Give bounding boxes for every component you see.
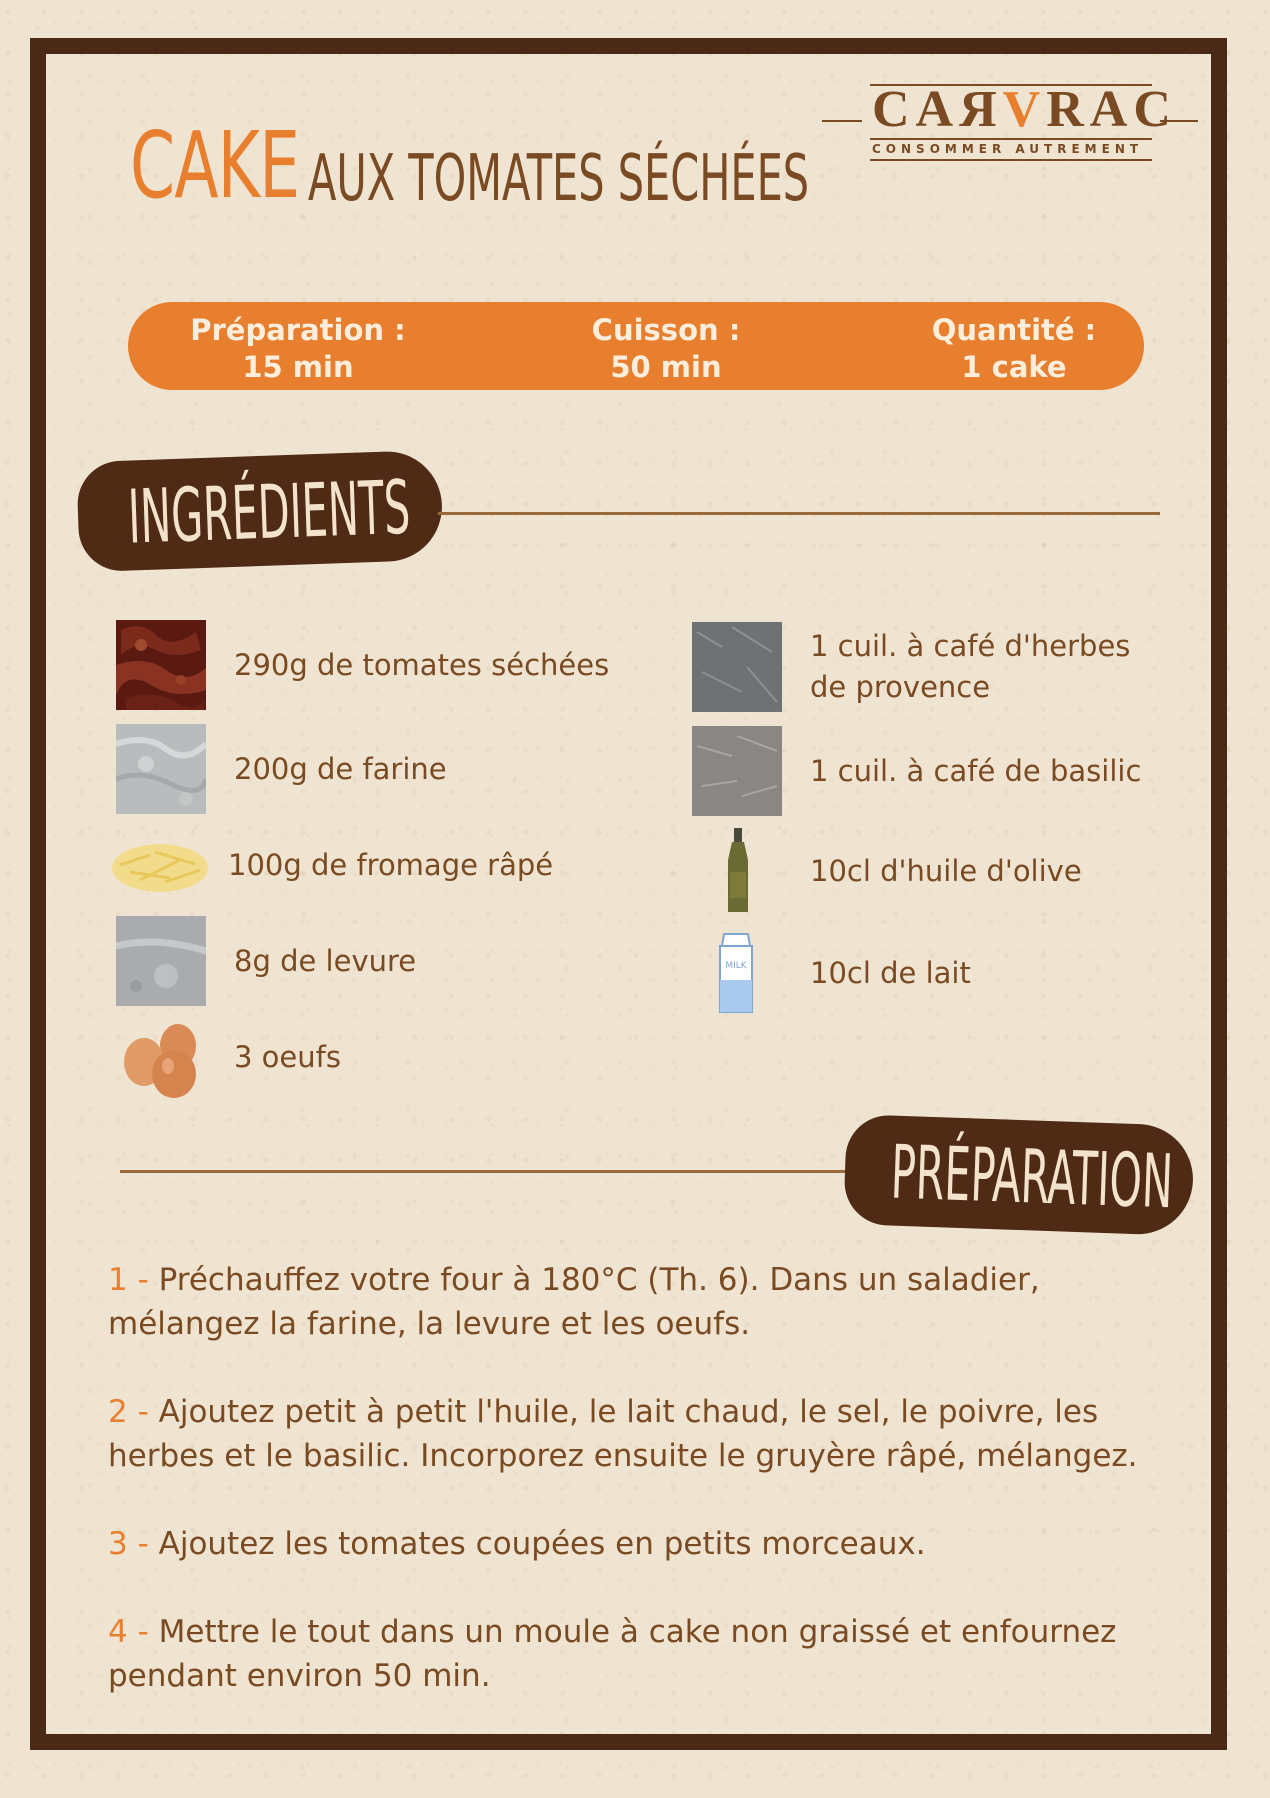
ingredients-heading: INGRÉDIENTS (126, 464, 412, 561)
info-value: 15 min (242, 350, 354, 384)
logo-left-dash (822, 120, 862, 122)
milk-carton-icon (692, 928, 782, 1018)
herbs-icon (692, 622, 782, 712)
step-text: Ajoutez les tomates coupées en petits morceaux. (158, 1526, 926, 1562)
ingredient-item (110, 820, 553, 910)
ingredient-item (116, 916, 416, 1006)
info-quantity (884, 312, 1144, 386)
info-value: 1 cake (961, 350, 1067, 384)
logo-tagline: CONSOMMER AUTREMENT (872, 142, 1144, 156)
ingredient-text: 1 cuil. à café d'herbes de provence (810, 629, 1131, 704)
step-number: 2 - (108, 1394, 149, 1430)
basil-icon (692, 726, 782, 816)
logo-mid-line (870, 138, 1152, 140)
logo-brand-pre: CAЯ (872, 81, 1003, 138)
step-2 (108, 1390, 1168, 1478)
preparation-heading: PRÉPARATION (889, 1129, 1175, 1226)
ingredient-item (692, 928, 971, 1018)
ingredient-item (692, 622, 1140, 712)
info-value: 50 min (610, 350, 722, 384)
logo-brand (872, 80, 1177, 139)
info-label: Préparation : (190, 313, 406, 347)
ingredient-text: 10cl de lait (810, 955, 971, 990)
carvrac-logo (822, 80, 1198, 162)
grated-cheese-icon (110, 820, 210, 910)
sun-dried-tomatoes-icon (116, 620, 206, 710)
info-cooking (536, 312, 796, 386)
olive-oil-bottle-icon (692, 826, 782, 916)
ingredient-text: 8g de levure (234, 943, 417, 978)
ingredient-item (692, 826, 1082, 916)
title-highlight: CAKE (130, 112, 300, 219)
step-3 (108, 1522, 1168, 1566)
step-number: 4 - (108, 1614, 149, 1650)
ingredient-text: 100g de fromage râpé (228, 847, 554, 882)
logo-brand-v: V (1002, 81, 1047, 138)
step-number: 3 - (108, 1526, 149, 1562)
ingredients-rule (438, 512, 1160, 515)
logo-brand-post: RAC (1046, 81, 1177, 138)
ingredient-item (116, 620, 609, 710)
flour-icon (116, 724, 206, 814)
ingredient-item (692, 726, 1141, 816)
recipe-info-bar (128, 302, 1144, 390)
yeast-icon (116, 916, 206, 1006)
preparation-rule (120, 1170, 860, 1173)
eggs-icon (116, 1012, 206, 1102)
ingredient-text: 1 cuil. à café de basilic (810, 753, 1142, 788)
ingredient-item (116, 724, 447, 814)
info-label: Quantité : (931, 313, 1097, 347)
milk-carton-label: MILK (725, 961, 747, 971)
info-preparation (168, 312, 428, 386)
step-text: Mettre le tout dans un moule à cake non graissé et enfournez pendant environ 50 min. (108, 1614, 1117, 1694)
step-number: 1 - (108, 1262, 149, 1298)
ingredient-text: 200g de farine (234, 751, 447, 786)
logo-bottom-line (870, 159, 1152, 161)
ingredients-heading-banner (76, 450, 444, 573)
ingredient-text: 290g de tomates séchées (234, 647, 610, 682)
step-4 (108, 1610, 1168, 1698)
preparation-heading-banner (843, 1114, 1195, 1236)
ingredient-text: 3 oeufs (234, 1039, 341, 1074)
info-label: Cuisson : (591, 313, 741, 347)
step-text: Ajoutez petit à petit l'huile, le lait chaud, le sel, le poivre, les herbes et le basilic. Incorporez ensuite le gruyère râpé, mélangez. (108, 1394, 1138, 1474)
ingredient-text: 10cl d'huile d'olive (810, 853, 1082, 888)
step-1 (108, 1258, 1168, 1346)
recipe-title (130, 112, 810, 219)
step-text: Préchauffez votre four à 180°C (Th. 6). Dans un saladier, mélangez la farine, la levure et les oeufs. (108, 1262, 1040, 1342)
ingredient-item (116, 1012, 341, 1102)
title-rest: AUX TOMATES SÉCHÉES (308, 142, 810, 216)
